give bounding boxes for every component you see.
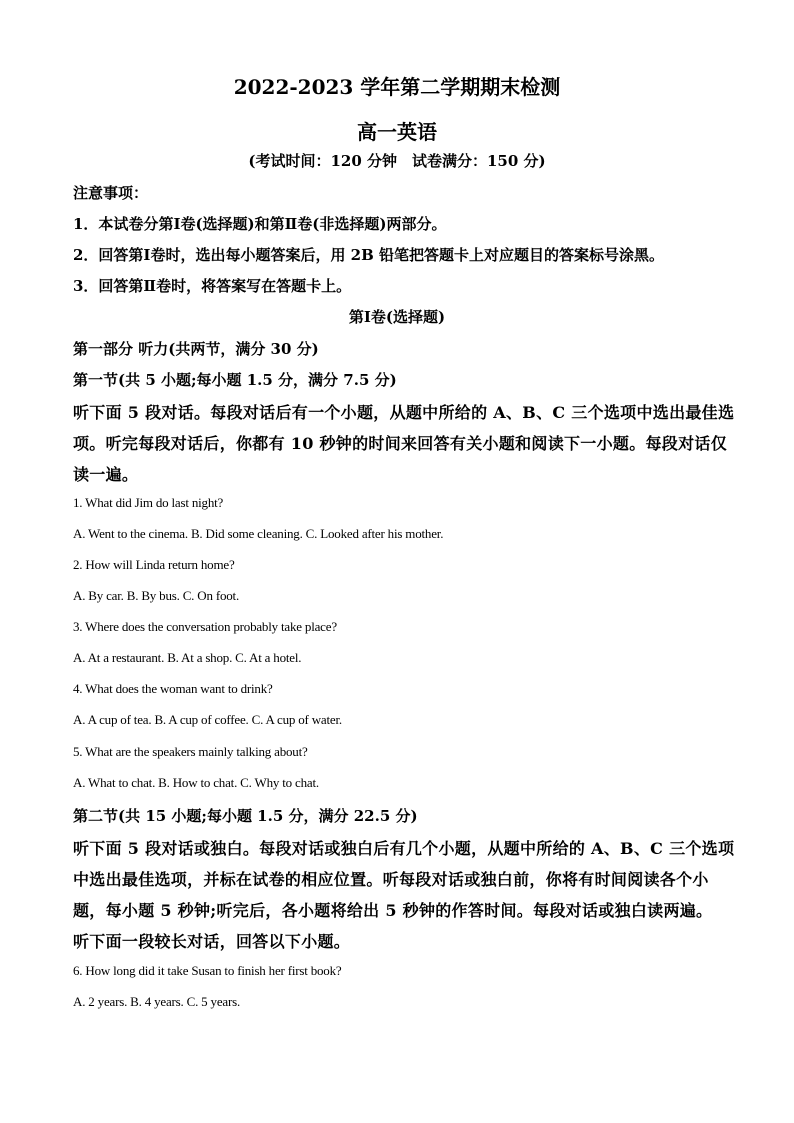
question-options: A. By car. B. By bus. C. On foot.: [73, 588, 240, 603]
section-heading: 第一节(共 5 小题;每小题 1.5 分，满分 7.5 分): [73, 371, 397, 389]
instruction-line: 项。听完每段对话后，你都有 10 秒钟的时间来回答有关小题和阅读下一小题。每段对话仅: [73, 434, 728, 453]
instruction-line: 听下面一段较长对话，回答以下小题。: [73, 932, 351, 951]
note-item: 2．回答第Ⅰ卷时，选出每小题答案后，用 2B 铅笔把答题卡上对应题目的答案标号涂黑。: [73, 246, 665, 264]
question-text: 5. What are the speakers mainly talking about?: [73, 744, 308, 759]
volume-title: 第Ⅰ卷(选择题): [348, 308, 446, 326]
page-title: 2022-2023 学年第二学期期末检测: [233, 75, 561, 99]
question-text: 2. How will Linda return home?: [73, 557, 235, 572]
part-heading: 第一部分 听力(共两节，满分 30 分): [73, 340, 319, 358]
question-text: 4. What does the woman want to drink?: [73, 681, 273, 696]
question-options: A. What to chat. B. How to chat. C. Why to chat.: [73, 775, 319, 790]
notes-heading: 注意事项：: [73, 184, 149, 202]
question-options: A. 2 years. B. 4 years. C. 5 years.: [73, 994, 241, 1009]
question-options: A. A cup of tea. B. A cup of coffee. C. A cup of water.: [73, 712, 342, 727]
instruction-line: 听下面 5 段对话或独白。每段对话或独白后有几个小题，从题中所给的 A、B、C 三个选项: [73, 839, 735, 858]
instruction-line: 读一遍。: [73, 465, 139, 484]
question-text: 6. How long did it take Susan to finish her first book?: [73, 963, 342, 978]
question-text: 3. Where does the conversation probably take place?: [73, 619, 337, 634]
instruction-line: 听下面 5 段对话。每段对话后有一个小题，从题中所给的 A、B、C 三个选项中选出最佳选: [73, 403, 735, 422]
note-item: 3．回答第Ⅱ卷时，将答案写在答题卡上。: [73, 277, 352, 295]
section-heading: 第二节(共 15 小题;每小题 1.5 分，满分 22.5 分): [73, 807, 418, 825]
instruction-line: 中选出最佳选项，并标在试卷的相应位置。听每段对话或独白前，你将有时间阅读各个小: [73, 870, 709, 889]
question-options: A. At a restaurant. B. At a shop. C. At a hotel.: [73, 650, 302, 665]
question-options: A. Went to the cinema. B. Did some cleaning. C. Looked after his mother.: [73, 526, 444, 541]
subject-title: 高一英语: [357, 120, 437, 144]
instruction-line: 题，每小题 5 秒钟;听完后，各小题将给出 5 秒钟的作答时间。每段对话或独白读两遍。: [73, 901, 713, 920]
note-item: 1．本试卷分第Ⅰ卷(选择题)和第Ⅱ卷(非选择题)两部分。: [73, 215, 447, 233]
question-text: 1. What did Jim do last night?: [73, 495, 224, 510]
exam-info: (考试时间：120 分钟 试卷满分：150 分): [248, 152, 546, 170]
